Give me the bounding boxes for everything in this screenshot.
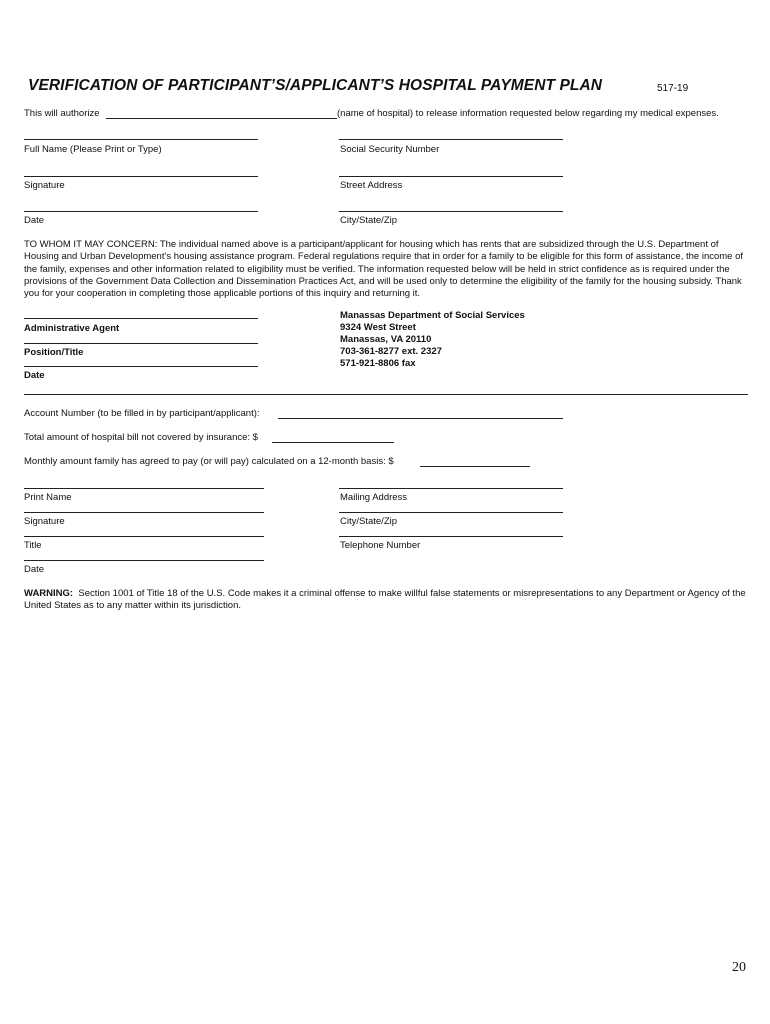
hospital-name-blank[interactable]	[106, 118, 337, 119]
concern-paragraph: TO WHOM IT MAY CONCERN: The individual named above is a participant/applicant for housing which has rents that are subsidized through the U.S. Department of Housing and Urban Development’s housing assistance program. Federal regulations require that in order for a family to be eligible for this form of assistance, the income of the family, expenses and other information related to eligibility must be verified. The information requested below will be held in strict confidence as is required under the provisions of the Government Data Collection and Dissemination Practices Act, and will be used only to determine the eligibility of the family for the housing subsidy. Thank you for your cooperation in completing those applicable portions of this inquiry and returning it.	[24, 239, 744, 300]
agency-city: Manassas, VA 20110	[340, 334, 432, 345]
ssn-label: Social Security Number	[340, 144, 440, 155]
form-number: 517-19	[657, 83, 689, 94]
city-state-zip-blank[interactable]	[339, 211, 563, 212]
position-title-label: Position/Title	[24, 347, 84, 358]
signature-label: Signature	[24, 180, 65, 191]
full-name-blank[interactable]	[24, 139, 258, 140]
full-name-label: Full Name (Please Print or Type)	[24, 144, 162, 155]
city-state-zip-label: City/State/Zip	[340, 215, 398, 226]
account-number-label: Account Number (to be filled in by participant/applicant):	[24, 408, 260, 419]
warning-paragraph	[24, 588, 746, 613]
hospital-signature-label: Signature	[24, 516, 65, 527]
mailing-address-blank[interactable]	[339, 488, 563, 489]
hospital-date-blank[interactable]	[24, 560, 264, 561]
print-name-blank[interactable]	[24, 488, 264, 489]
telephone-label: Telephone Number	[340, 540, 421, 551]
hospital-city-state-zip-label: City/State/Zip	[340, 516, 398, 527]
mailing-address-label: Mailing Address	[340, 492, 408, 503]
signature-blank[interactable]	[24, 176, 258, 177]
title-blank[interactable]	[24, 536, 264, 537]
agent-date-blank[interactable]	[24, 366, 258, 367]
telephone-blank[interactable]	[339, 536, 563, 537]
warning-label: WARNING:	[24, 588, 74, 599]
date-label: Date	[24, 215, 45, 226]
agency-name: Manassas Department of Social Services	[340, 310, 525, 321]
total-amount-blank[interactable]	[272, 442, 394, 443]
title-label: Title	[24, 540, 42, 551]
monthly-amount-blank[interactable]	[420, 466, 530, 467]
hospital-date-label: Date	[24, 564, 45, 575]
account-number-blank[interactable]	[278, 418, 563, 419]
agent-blank[interactable]	[24, 318, 258, 319]
print-name-label: Print Name	[24, 492, 72, 503]
agency-phone: 703-361-8277 ext. 2327	[340, 346, 442, 357]
agency-fax: 571-921-8806 fax	[340, 358, 416, 369]
warning-text: Section 1001 of Title 18 of the U.S. Code makes it a criminal offense to make willful false statements or misrepresentations to any Department or Agency of the United States as to any matter within its jurisdiction.	[24, 588, 746, 612]
street-address-blank[interactable]	[339, 176, 563, 177]
agent-date-label: Date	[24, 370, 45, 381]
hospital-city-state-zip-blank[interactable]	[339, 512, 563, 513]
ssn-blank[interactable]	[339, 139, 563, 140]
agency-street: 9324 West Street	[340, 322, 416, 333]
section-divider	[24, 394, 748, 395]
form-title: VERIFICATION OF PARTICIPANT’S/APPLICANT’S HOSPITAL PAYMENT PLAN	[28, 77, 603, 94]
page-number: 20	[732, 960, 746, 975]
authorization-prefix: This will authorize	[24, 108, 100, 119]
monthly-amount-label: Monthly amount family has agreed to pay (or will pay) calculated on a 12-month basis: $	[24, 456, 394, 467]
street-address-label: Street Address	[340, 180, 403, 191]
total-amount-label: Total amount of hospital bill not covered by insurance: $	[24, 432, 258, 443]
position-title-blank[interactable]	[24, 343, 258, 344]
date-blank[interactable]	[24, 211, 258, 212]
administrative-agent-label: Administrative Agent	[24, 323, 120, 334]
authorization-suffix: (name of hospital) to release information requested below regarding my medical expenses.	[337, 108, 719, 119]
hospital-signature-blank[interactable]	[24, 512, 264, 513]
